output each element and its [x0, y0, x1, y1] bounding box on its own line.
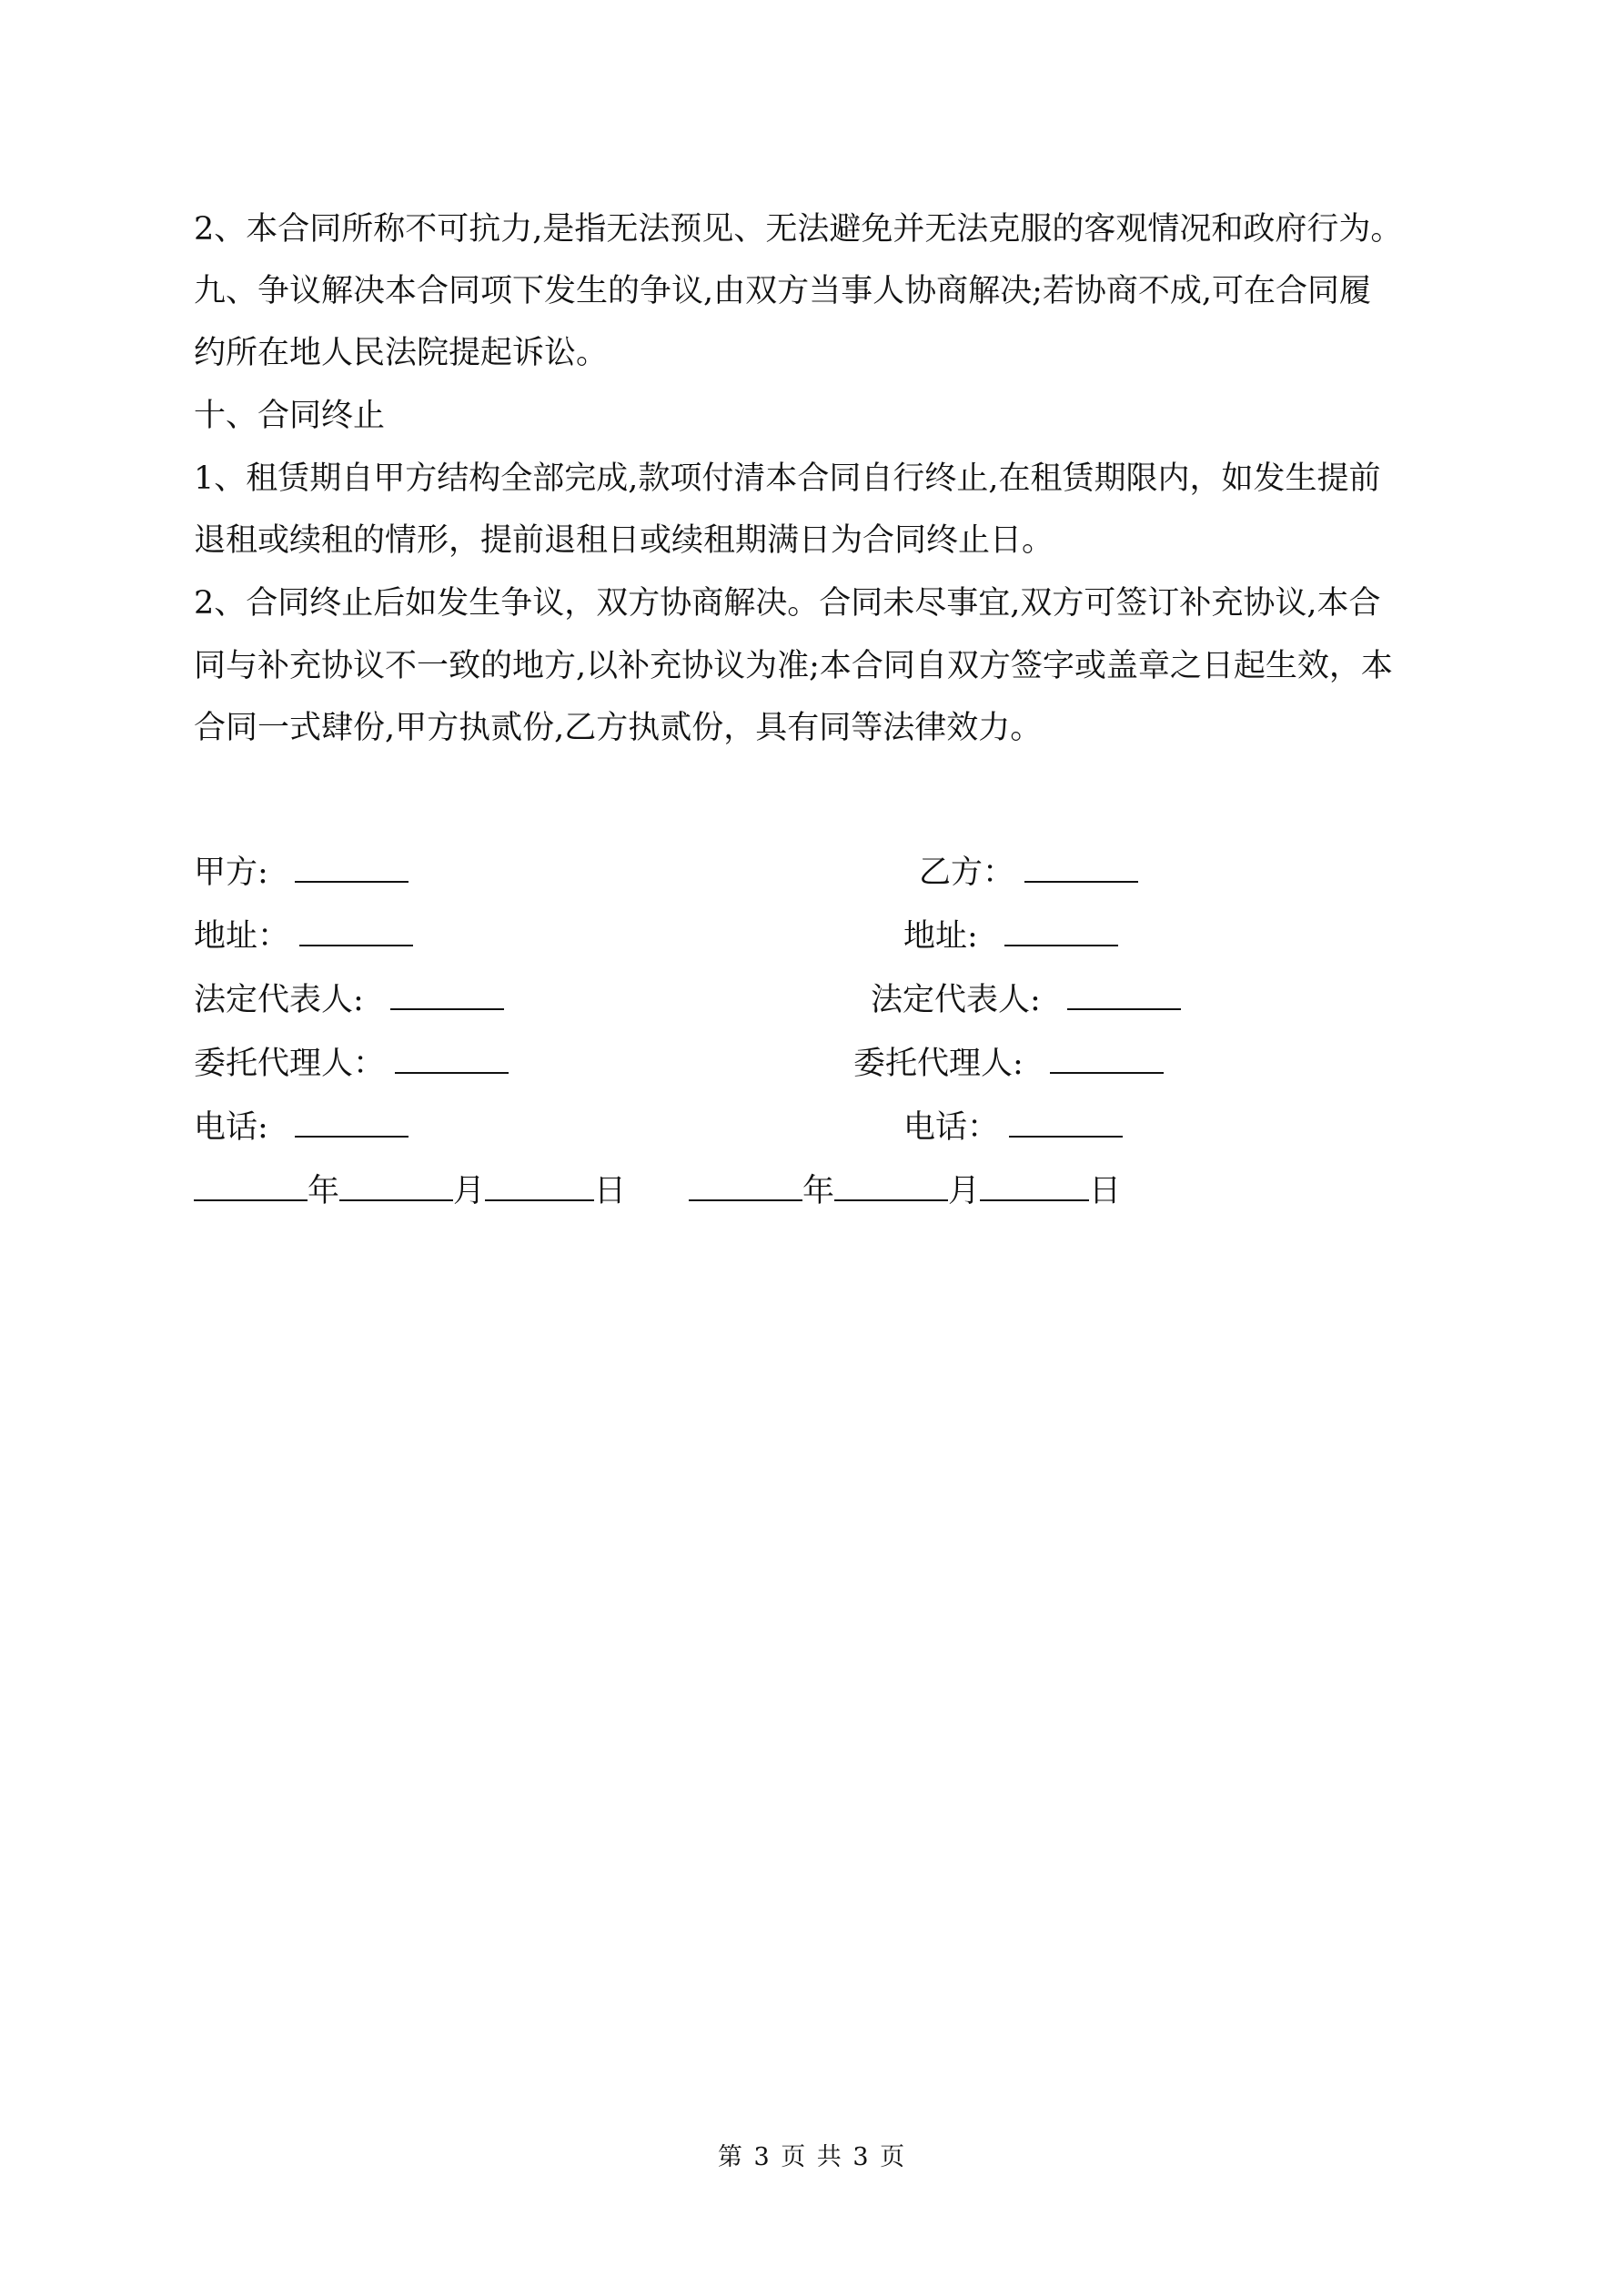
party-a-name-label: 甲方: — [194, 855, 268, 891]
party-b-date-row — [689, 1172, 1121, 1209]
party-a-agent-label: 委托代理人： — [194, 1046, 386, 1082]
party-b-legal-rep-row — [871, 981, 1181, 1018]
body-line-9: 合同一式肆份,甲方执贰份,乙方执贰份，具有同等法律效力。 — [194, 710, 1043, 746]
party-a-legal-rep-label: 法定代表人: — [194, 982, 364, 1018]
party-a-day-blank[interactable] — [485, 1172, 594, 1201]
body-line-1: 2、本合同所称不可抗力,是指无法预见、无法避免并无法克服的客观情况和政府行为。 — [194, 211, 1403, 248]
party-b-legal-rep-label: 法定代表人: — [871, 982, 1041, 1018]
party-b-address-label: 地址: — [903, 918, 978, 955]
party-b-agent-blank[interactable] — [1050, 1045, 1164, 1074]
party-b-month-blank[interactable] — [834, 1172, 948, 1201]
party-a-name-blank[interactable] — [295, 854, 409, 883]
body-line-3: 约所在地人民法院提起诉讼。 — [194, 335, 609, 371]
party-b-year-label: 年 — [802, 1173, 835, 1209]
party-a-name-row — [194, 854, 409, 891]
party-a-phone-label: 电话: — [194, 1109, 268, 1146]
party-b-name-label: 乙方： — [919, 855, 1015, 891]
party-b-name-blank[interactable] — [1024, 854, 1138, 883]
party-b-address-blank[interactable] — [1004, 917, 1118, 946]
body-line-7: 2、合同终止后如发生争议，双方协商解决。合同未尽事宜,双方可签订补充协议,本合 — [194, 585, 1381, 622]
party-a-month-label: 月 — [453, 1173, 486, 1209]
party-b-agent-row — [853, 1045, 1164, 1082]
party-a-legal-rep-blank[interactable] — [390, 981, 504, 1010]
party-a-month-blank[interactable] — [339, 1172, 453, 1201]
body-line-5: 1、租赁期自甲方结构全部完成,款项付清本合同自行终止,在租赁期限内，如发生提前 — [194, 460, 1381, 497]
party-b-agent-label: 委托代理人: — [853, 1046, 1024, 1082]
party-b-phone-label: 电话： — [903, 1109, 1000, 1146]
party-a-day-label: 日 — [594, 1173, 627, 1209]
party-a-agent-row — [194, 1045, 509, 1082]
party-a-agent-blank[interactable] — [395, 1045, 509, 1074]
party-a-date-row — [194, 1172, 626, 1209]
party-a-legal-rep-row — [194, 981, 504, 1018]
party-b-day-label: 日 — [1089, 1173, 1122, 1209]
party-a-phone-row — [194, 1108, 409, 1146]
page-footer: 第 3 页 共 3 页 — [717, 2143, 907, 2171]
body-line-2: 九、争议解决本合同项下发生的争议,由双方当事人协商解决;若协商不成,可在合同履 — [194, 273, 1372, 309]
body-line-8: 同与补充协议不一致的地方,以补充协议为准;本合同自双方签字或盖章之日起生效，本 — [194, 648, 1393, 684]
section-heading-termination: 十、合同终止 — [194, 398, 386, 434]
party-b-day-blank[interactable] — [980, 1172, 1089, 1201]
party-b-address-row — [903, 917, 1118, 955]
party-b-year-blank[interactable] — [689, 1172, 802, 1201]
party-a-address-row — [194, 917, 413, 955]
party-b-phone-blank[interactable] — [1009, 1108, 1123, 1138]
body-line-6: 退租或续租的情形，提前退租日或续租期满日为合同终止日。 — [194, 522, 1054, 559]
party-b-legal-rep-blank[interactable] — [1067, 981, 1181, 1010]
party-b-name-row — [919, 854, 1138, 891]
party-b-phone-row — [903, 1108, 1123, 1146]
party-a-address-label: 地址： — [194, 918, 290, 955]
party-a-year-label: 年 — [308, 1173, 340, 1209]
party-b-month-label: 月 — [948, 1173, 981, 1209]
party-a-address-blank[interactable] — [299, 917, 413, 946]
party-a-year-blank[interactable] — [194, 1172, 308, 1201]
party-a-phone-blank[interactable] — [295, 1108, 409, 1138]
